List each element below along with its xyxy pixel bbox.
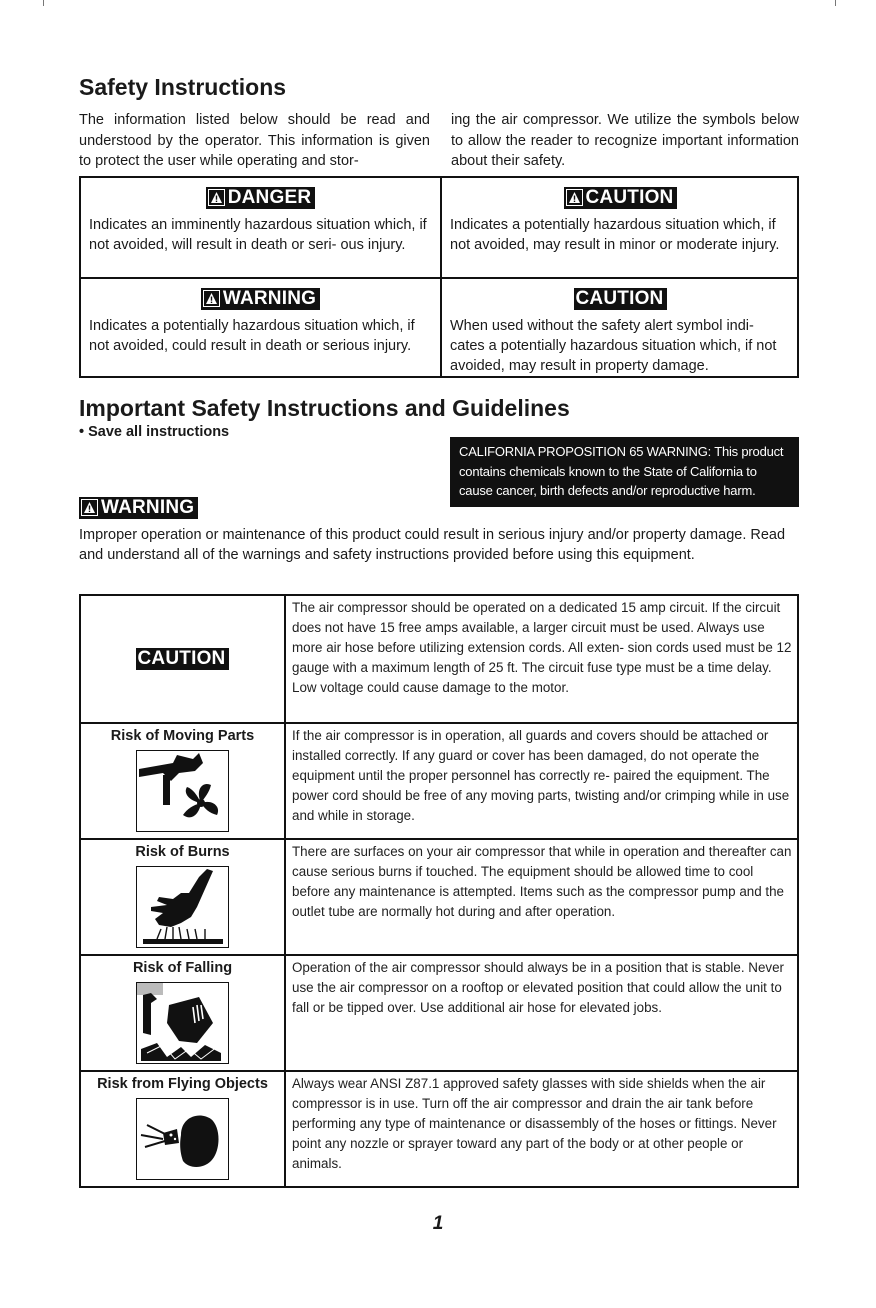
safety-alert-icon [208,189,225,206]
caution-property-description: When used without the safety alert symbol indi- cates a potentially hazardous situation which, if not avoided, may result in property damage. [450,318,777,374]
page-title: Safety Instructions [79,74,287,100]
page-number: 1 [432,1213,444,1234]
crop-mark-right [835,0,836,6]
caution-property-label: CAUTION [575,288,664,309]
flying-debris-face-icon [136,1098,229,1180]
safety-alert-icon [566,189,583,206]
intro-text-right: ing the air compressor. We utilize the symbols below to allow the reader to recognize important information about their safety. [451,112,799,169]
save-instructions-note: • Save all instructions [79,424,230,440]
hazard-text: If the air compressor is in operation, all guards and covers should be attached or installed correctly. If any guard or cover has been damaged, do not operate the equipment until the proper personnel has correctly re- paired the equipment. The power cord should be free of any moving parts, twisting and/or crimping while in use and while in storage. [292,728,790,823]
guidelines-title: Important Safety Instructions and Guidelines [79,395,570,421]
signal-cell-danger [81,178,440,277]
hazard-label-cell [81,596,286,722]
hazard-label-cell [81,956,286,1070]
safety-alert-icon [81,499,98,516]
caution-description: Indicates a potentially hazardous situation which, if not avoided, may result in minor or moderate injury. [450,217,780,253]
hazard-label-cell [81,1072,286,1186]
crop-mark-left [43,0,44,6]
hazard-caution-label: CAUTION [137,648,226,669]
warning-description: Indicates a potentially hazardous situation which, if not avoided, could result in death or serious injury. [89,318,415,354]
hazard-row-burns [81,838,797,954]
risk-label: Risk of Burns [135,844,230,860]
caution-badge [136,648,230,670]
prop65-warning-box: CALIFORNIA PROPOSITION 65 WARNING: This product contains chemicals known to the State of California to cause cancer, birth defects and/or reproductive harm. [450,437,799,507]
signal-word-table [79,176,799,378]
safety-alert-icon [203,290,220,307]
risk-label: Risk of Moving Parts [110,728,255,744]
signal-cell-warning [81,277,440,378]
danger-label: DANGER [227,187,312,208]
signal-cell-caution-property [440,277,799,378]
intro-text-left: The information listed below should be read and understood by the operator. This information is given to protect the user while operating and stor- [79,112,430,169]
general-warning-text: Improper operation or maintenance of this product could result in serious injury and/or property damage. Read and understand all of the warnings and safety instructions provided before using this equipment. [79,527,786,563]
general-warning-label: WARNING [101,497,195,518]
hazard-row-moving-parts [81,722,797,838]
caution-property-badge [574,288,668,310]
caution-alert-badge [564,187,678,209]
hazard-row-falling [81,954,797,1070]
hazard-text: Operation of the air compressor should always be in a position that is stable. Never use the air compressor on a rooftop or elevated position that could allow the unit to fall or be tipped over. Use additional air hose for elevated jobs. [292,960,784,1015]
signal-cell-caution-alert [440,178,799,277]
falling-unit-icon [136,982,229,1064]
hazard-text: Always wear ANSI Z87.1 approved safety glasses with side shields when the air compressor is in use. Turn off the air compressor and drain the air tank before performing any type of maintenance or disassembly of the hoses or fittings. Never point any nozzle or sprayer toward any part of the body or at other people or animals. [292,1076,777,1171]
warning-badge [201,288,320,310]
danger-badge [206,187,316,209]
burn-hand-icon [136,866,229,948]
hazard-text: There are surfaces on your air compressor that while in operation and thereafter can cause serious burns if touched. The equipment should be allowed time to cool before any maintenance is attempted. Items such as the compressor pump and the outlet tube are normally hot during and after operation. [292,844,792,919]
moving-parts-fan-icon [136,750,229,832]
hazard-row-flying-objects [81,1070,797,1186]
hazard-label-cell [81,840,286,954]
hazard-label-cell [81,724,286,838]
general-warning-badge [79,497,198,519]
risk-label: Risk of Falling [132,960,233,976]
caution-label: CAUTION [585,187,674,208]
danger-description: Indicates an imminently hazardous situation which, if not avoided, will result in death or seri- ous injury. [89,217,427,253]
hazard-table [79,594,799,1188]
hazard-row-caution [81,596,797,722]
risk-label: Risk from Flying Objects [97,1076,268,1092]
warning-label: WARNING [222,288,317,309]
hazard-text: The air compressor should be operated on a dedicated 15 amp circuit. If the circuit does not have 15 free amps available, a larger circuit must be used. Always use more air hose before utilizing extension cords. All exten- sion cords used must be 12 gauge with a maximum length of 25 ft. The circuit fuse type must be a time delay. Low voltage could cause damage to the motor. [292,600,792,695]
